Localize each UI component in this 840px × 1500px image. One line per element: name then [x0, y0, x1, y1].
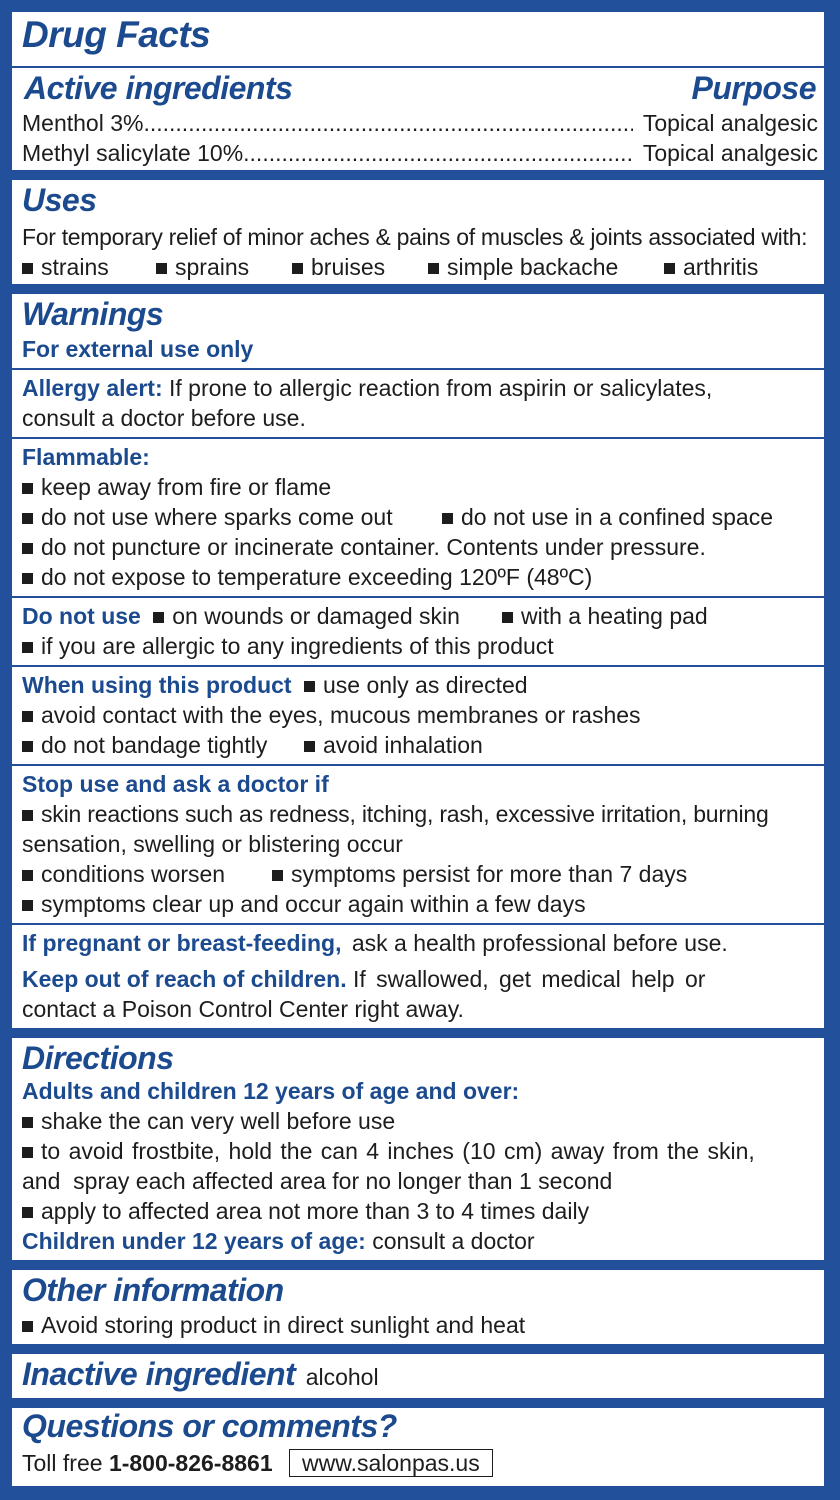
ingredient-purpose: Topical analgesic — [642, 140, 818, 166]
pregnant-label: If pregnant or breast-feeding, — [22, 930, 342, 956]
children-row — [22, 964, 818, 994]
external-use-note: For external use only — [22, 336, 254, 362]
children-directions — [22, 1226, 818, 1256]
divider — [12, 596, 824, 598]
children-text-2: contact a Poison Control Center right away. — [22, 996, 464, 1022]
active-ingredient-row — [22, 108, 818, 138]
active-ingredient-row — [22, 138, 818, 168]
directions-heading: Directions — [22, 1040, 174, 1076]
list-item: on wounds or damaged skin — [153, 603, 460, 629]
children-text: If swallowed, get medical help or — [353, 966, 706, 992]
divider — [12, 923, 824, 925]
pregnant-row — [22, 928, 818, 958]
stop-use-row — [22, 859, 818, 889]
uses-heading: Uses — [22, 182, 97, 218]
ingredient-name: Methyl salicylate 10% — [22, 140, 244, 166]
list-item: do not expose to temperature exceeding 120ºF (48ºC) — [22, 562, 818, 592]
children-label: Keep out of reach of children. — [22, 966, 347, 992]
list-item: avoid contact with the eyes, mucous membranes or rashes — [22, 700, 818, 730]
list-item: symptoms clear up and occur again within a few days — [22, 889, 818, 919]
website-link[interactable]: www.salonpas.us — [289, 1449, 493, 1477]
drug-facts-title: Drug Facts — [22, 14, 211, 55]
do-not-use-row — [22, 601, 818, 631]
directions-panel — [12, 1038, 824, 1260]
list-item-continued: and spray each affected area for no longer than 1 second — [22, 1168, 613, 1194]
list-item: to avoid frostbite, hold the can 4 inches (10 cm) away from the skin, — [22, 1136, 818, 1166]
list-item: strains — [22, 252, 109, 282]
pregnant-text: ask a health professional before use. — [351, 930, 728, 956]
list-item: symptoms persist for more than 7 days — [272, 859, 687, 889]
divider — [12, 66, 824, 68]
ingredient-purpose: Topical analgesic — [642, 110, 818, 136]
inactive-heading: Inactive ingredient — [22, 1356, 296, 1392]
allergy-text: If prone to allergic reaction from aspirin or salicylates, — [169, 375, 713, 401]
divider — [12, 665, 824, 667]
divider — [12, 368, 824, 370]
list-item: simple backache — [428, 252, 618, 282]
divider — [12, 437, 824, 439]
list-item: skin reactions such as redness, itching, rash, excessive irritation, burning — [22, 799, 818, 829]
uses-intro: For temporary relief of minor aches & pains of muscles & joints associated with: — [22, 224, 808, 250]
adults-label: Adults and children 12 years of age and over: — [22, 1078, 520, 1104]
list-item-continued: sensation, swelling or blistering occur — [22, 831, 403, 857]
flammable-row — [22, 502, 818, 532]
list-item: shake the can very well before use — [22, 1106, 818, 1136]
active-ingredients-heading: Active ingredients — [24, 70, 293, 106]
list-item: avoid inhalation — [304, 730, 483, 760]
children-under-12-label: Children under 12 years of age: — [22, 1228, 366, 1254]
active-ingredients-panel — [12, 12, 824, 170]
other-information-panel — [12, 1270, 824, 1344]
list-item: do not use in a confined space — [442, 502, 773, 532]
divider — [12, 764, 824, 766]
toll-free-label: Toll free — [22, 1450, 103, 1476]
questions-heading: Questions or comments? — [22, 1408, 397, 1444]
list-item: apply to affected area not more than 3 to 4 times daily — [22, 1196, 818, 1226]
list-item: conditions worsen — [22, 861, 225, 887]
uses-panel — [12, 180, 824, 284]
when-using-label: When using this product — [22, 672, 292, 698]
purpose-heading: Purpose — [691, 70, 816, 106]
list-item: do not bandage tightly — [22, 732, 267, 758]
when-using-row-3 — [22, 730, 818, 760]
list-item: do not use where sparks come out — [22, 504, 393, 530]
when-using-row — [22, 670, 818, 700]
stop-use-label: Stop use and ask a doctor if — [22, 771, 329, 797]
list-item: with a heating pad — [502, 601, 708, 631]
list-item: if you are allergic to any ingredients of this product — [22, 631, 818, 661]
list-item: Avoid storing product in direct sunlight and heat — [22, 1310, 818, 1340]
allergy-text-2: consult a doctor before use. — [22, 405, 306, 431]
other-information-heading: Other information — [22, 1272, 284, 1308]
list-item: use only as directed — [304, 672, 528, 698]
flammable-label: Flammable: — [22, 444, 150, 470]
list-item: keep away from fire or flame — [22, 472, 818, 502]
inactive-ingredient-panel — [12, 1354, 824, 1398]
warnings-panel — [12, 294, 824, 1028]
list-item: do not puncture or incinerate container. Contents under pressure. — [22, 532, 818, 562]
list-item: sprains — [156, 252, 249, 282]
ingredient-name: Menthol 3% — [22, 110, 144, 136]
inactive-text: alcohol — [305, 1364, 379, 1390]
phone-number[interactable]: 1-800-826-8861 — [108, 1450, 273, 1476]
do-not-use-label: Do not use — [22, 603, 141, 629]
questions-panel — [12, 1408, 824, 1486]
list-item: arthritis — [664, 252, 758, 282]
allergy-alert — [22, 373, 818, 403]
contact-row — [22, 1448, 818, 1478]
allergy-label: Allergy alert: — [22, 375, 163, 401]
list-item: bruises — [292, 252, 385, 282]
inactive-row — [22, 1356, 379, 1393]
warnings-heading: Warnings — [22, 296, 164, 332]
children-under-12-text: consult a doctor — [372, 1228, 535, 1254]
